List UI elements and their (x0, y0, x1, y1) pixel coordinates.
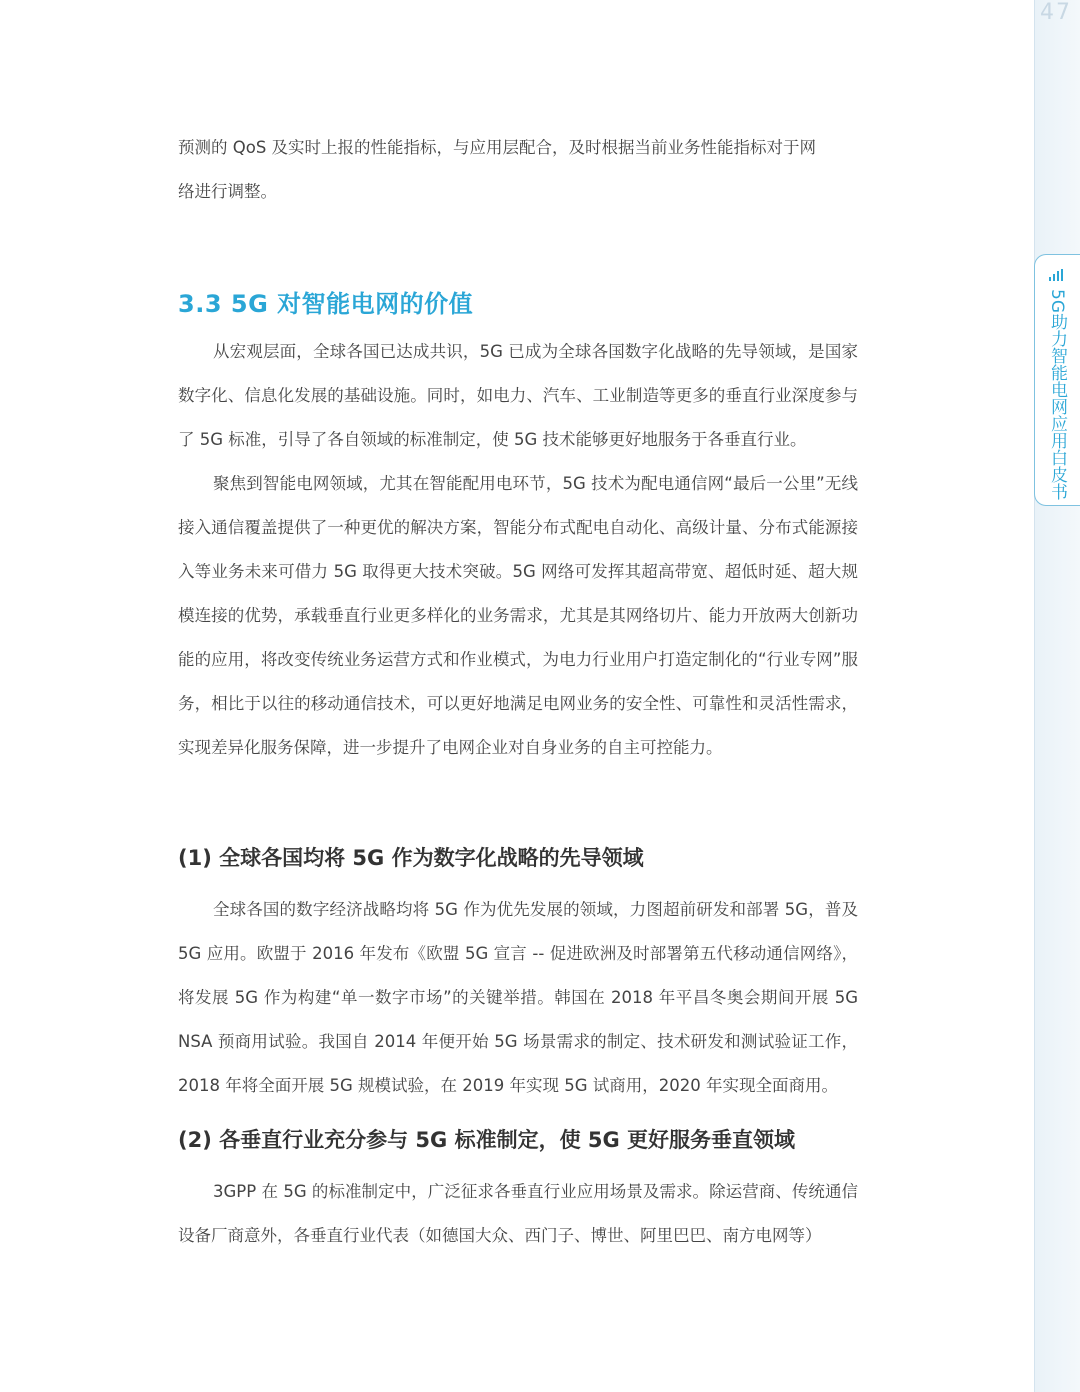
subsection-2-heading: (2) 各垂直行业充分参与 5G 标准制定，使 5G 更好服务垂直领域 (178, 1128, 796, 1152)
section-heading: 3.3 5G 对智能电网的价值 (178, 290, 474, 318)
signal-bars-icon (1049, 269, 1065, 281)
subsection-2-paragraph: 3GPP 在 5G 的标准制定中，广泛征求各垂直行业应用场景及需求。除运营商、传统通信设备厂商意外，各垂直行业代表（如德国大众、西门子、博世、阿里巴巴、南方电网等） (178, 1182, 858, 1245)
intro-line-2: 络进行调整。 (178, 182, 277, 201)
page-number: 47 (1040, 0, 1072, 25)
side-band (1034, 0, 1080, 1392)
subsection-1-paragraph: 全球各国的数字经济战略均将 5G 作为优先发展的领域，力图超前研发和部署 5G，普及 5G 应用。欧盟于 2016 年发布《欧盟 5G 宣言 -- 促进欧洲及时部署第五代移动通信网络》，将发展 5G 作为构建“单一数字市场”的关键举措。韩国在 2018 年平昌冬奥会期间开展 5G NSA 预商用试验。我国自 2014 年便开始 5G 场景需求的制定、技术研发和测试验证工作，2018 年将全面开展 5G 规模试验，在 2019 年实现 5G 试商用，2020 年实现全面商用。 (178, 900, 858, 1095)
intro-line-1: 预测的 QoS 及实时上报的性能指标，与应用层配合，及时根据当前业务性能指标对于网 (178, 138, 817, 157)
page-body (178, 126, 858, 1258)
section-paragraph-1: 从宏观层面，全球各国已达成共识，5G 已成为全球各国数字化战略的先导领域，是国家数字化、信息化发展的基础设施。同时，如电力、汽车、工业制造等更多的垂直行业深度参与了 5G 标准，引导了各自领域的标准制定，使 5G 技术能够更好地服务于各垂直行业。 (178, 342, 858, 449)
subsection-1-heading: (1) 全球各国均将 5G 作为数字化战略的先导领域 (178, 846, 644, 870)
section-paragraph-2: 聚焦到智能电网领域，尤其在智能配用电环节，5G 技术为配电通信网“最后一公里”无线接入通信覆盖提供了一种更优的解决方案，智能分布式配电自动化、高级计量、分布式能源接入等业务未来可借力 5G 取得更大技术突破。5G 网络可发挥其超高带宽、超低时延、超大规模连接的优势，承载垂直行业更多样化的业务需求，尤其是其网络切片、能力开放两大创新功能的应用，将改变传统业务运营方式和作业模式，为电力行业用户打造定制化的“行业专网”服务，相比于以往的移动通信技术，可以更好地满足电网业务的安全性、可靠性和灵活性需求，实现差异化服务保障，进一步提升了电网企业对自身业务的自主可控能力。 (178, 474, 858, 757)
side-tab-label: 5G助力智能电网应用白皮书 (1047, 289, 1067, 500)
chapter-side-tab (1034, 254, 1080, 506)
